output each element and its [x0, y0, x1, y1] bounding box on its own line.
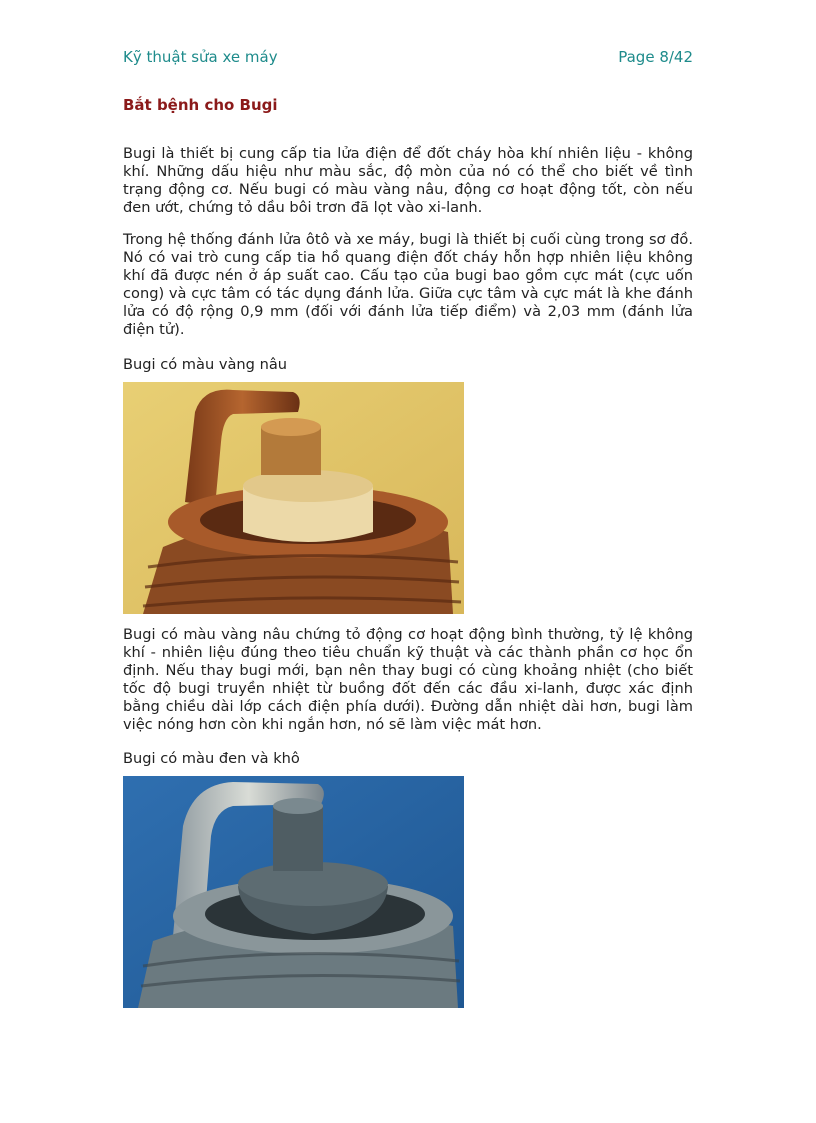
- photo-black-spark-plug: [123, 776, 464, 1008]
- paragraph-structure: Trong hệ thống đánh lửa ôtô và xe máy, bugi là thiết bị cuối cùng trong sơ đồ. Nó có vai trò cung cấp tia hồ quang điện đốt cháy hỗn hợp nhiên liệu không khí đã được nén ở áp suất cao. Cấu tạo của bugi bao gồm cực mát (cực uốn cong) và cực tâm có tác dụng đánh lửa. Giữa cực tâm và cực mát là khe đánh lửa có độ rộng 0,9 mm (đối với đánh lửa tiếp điểm) và 2,03 mm (đánh lửa điện tử).: [123, 231, 693, 338]
- section-title: Bắt bệnh cho Bugi: [123, 96, 278, 114]
- paragraph-brown-explanation: Bugi có màu vàng nâu chứng tỏ động cơ hoạt động bình thường, tỷ lệ không khí - nhiên liệu đúng theo tiêu chuẩn kỹ thuật và các thành phần cơ học ổn định. Nếu thay bugi mới, bạn nên thay bugi có cùng khoảng nhiệt (cho biết tốc độ bugi truyền nhiệt từ buồng đốt đến các đầu xi-lanh, được xác định bằng chiều dài lớp cách điện phía dưới). Đường dẫn nhiệt dài hơn, bugi làm việc nóng hơn còn khi ngắn hơn, nó sẽ làm việc mát hơn.: [123, 626, 693, 733]
- paragraph-intro: Bugi là thiết bị cung cấp tia lửa điện để đốt cháy hòa khí nhiên liệu - không khí. Những dấu hiệu như màu sắc, độ mòn của nó có thể cho biết về tình trạng động cơ. Nếu bugi có màu vàng nâu, động cơ hoạt động tốt, còn nếu đen ướt, chứng tỏ dầu bôi trơn đã lọt vào xi-lanh.: [123, 145, 693, 216]
- document-header-title: Kỹ thuật sửa xe máy: [123, 48, 278, 66]
- caption-brown-plug: Bugi có màu vàng nâu: [123, 356, 288, 373]
- caption-black-plug: Bugi có màu đen và khô: [123, 750, 300, 767]
- photo-brown-spark-plug: [123, 382, 464, 614]
- page-number: Page 8/42: [618, 48, 693, 66]
